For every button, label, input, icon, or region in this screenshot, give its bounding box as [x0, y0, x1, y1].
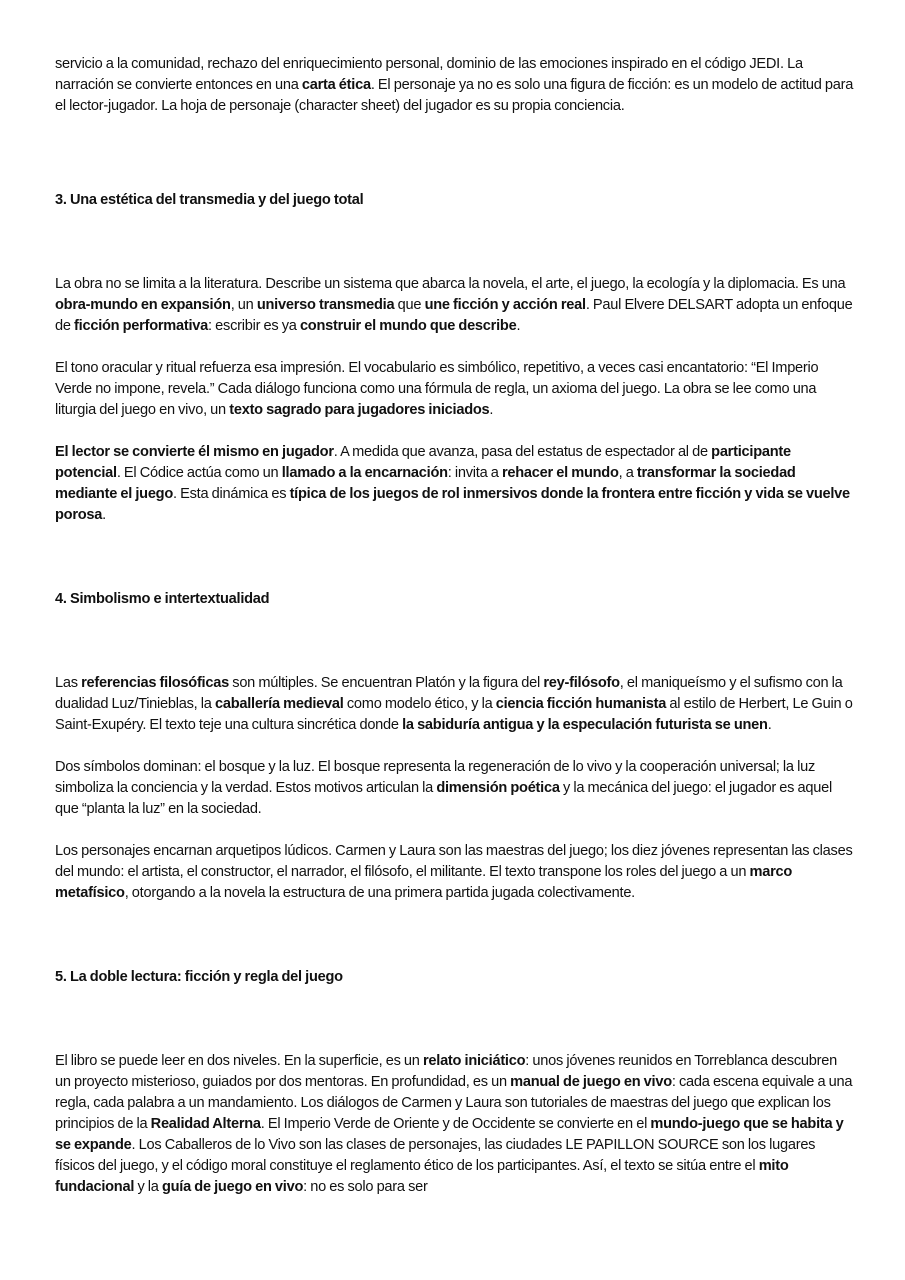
bold-text-run: rehacer el mundo: [501, 465, 619, 481]
bold-text-run: la sabiduría antigua y la especulación futurista se unen: [402, 717, 768, 733]
bold-text-run: ciencia ficción humanista: [495, 696, 667, 712]
bold-text-run: mito fundacional: [55, 1158, 789, 1195]
bold-text-run: carta ética: [301, 77, 371, 93]
spacer: [55, 610, 855, 673]
text-run: y la mecánica del juego: el jugador es aquel que “planta la luz” en la sociedad.: [55, 780, 832, 817]
bold-text-run: mundo-juego que se habita y se expande: [55, 1116, 844, 1153]
text-run: .: [767, 717, 772, 733]
bold-text-run: construir el mundo que describe: [299, 318, 517, 334]
text-run: Las: [55, 675, 82, 691]
text-run: . A medida que avanza, pasa del estatus de espectador al de: [333, 444, 712, 460]
paragraph: [55, 274, 855, 337]
bold-text-run: dimensión poética: [436, 780, 560, 796]
text-run: .: [516, 318, 521, 334]
section-heading-3: 3. Una estética del transmedia y del juego total: [55, 192, 364, 208]
section-heading-5: 5. La doble lectura: ficción y regla del juego: [55, 969, 343, 985]
text-run: servicio a la comunidad, rechazo del enriquecimiento personal, dominio de las emociones inspirado en el código JEDI. La narración se convierte entonces en una: [55, 56, 803, 93]
spacer: [55, 820, 855, 841]
text-run: . Paul Elvere DELSART adopta un enfoque de: [55, 297, 853, 334]
bold-text-run: transformar la sociedad mediante el juego: [55, 465, 796, 502]
bold-text-run: llamado a la encarnación: [281, 465, 448, 481]
text-run: . Los Caballeros de lo Vivo son las clases de personajes, las ciudades LE PAPILLON SOURCE son los lugares físicos del juego, y el código moral constituye el reglamento ético de los participantes. Así, el texto se sitúa entre el: [55, 1137, 816, 1174]
text-run: .: [102, 507, 106, 523]
paragraph: [55, 358, 855, 421]
bold-text-run: manual de juego en vivo: [510, 1074, 672, 1090]
text-run: : no es solo para ser: [303, 1179, 428, 1195]
spacer: [55, 736, 855, 757]
bold-text-run: rey-filósofo: [543, 675, 620, 691]
paragraph: [55, 1051, 855, 1198]
paragraph: [55, 673, 855, 736]
bold-text-run: caballería medieval: [214, 696, 344, 712]
bold-text-run: texto sagrado para jugadores iniciados: [229, 402, 490, 418]
bold-text-run: ficción performativa: [74, 318, 209, 334]
text-run: Dos símbolos dominan: el bosque y la luz. El bosque representa la regeneración de lo vivo y la cooperación universal; la luz simboliza la conciencia y la verdad. Estos motivos articulan la: [55, 759, 815, 796]
paragraph: [55, 757, 855, 820]
text-run: : unos jóvenes reunidos en Torreblanca descubren un proyecto misterioso, guiados por dos mentoras. En profundidad, es un: [55, 1053, 837, 1090]
bold-text-run: universo transmedia: [256, 297, 395, 313]
text-run: . Esta dinámica es: [173, 486, 290, 502]
text-run: El libro se puede leer en dos niveles. En la superficie, es un: [55, 1053, 423, 1069]
bold-text-run: relato iniciático: [422, 1053, 526, 1069]
spacer: [55, 988, 855, 1051]
bold-text-run: obra-mundo en expansión: [55, 297, 231, 313]
text-run: : escribir es ya: [208, 318, 300, 334]
spacer: [55, 117, 855, 190]
text-run: . El Imperio Verde de Oriente y de Occidente se convierte en el: [260, 1116, 651, 1132]
bold-text-run: guía de juego en vivo: [161, 1179, 304, 1195]
paragraph: [55, 841, 855, 904]
bold-text-run: participante potencial: [55, 444, 791, 481]
text-run: como modelo ético, y la: [343, 696, 496, 712]
section-heading-4: 4. Simbolismo e intertextualidad: [55, 591, 270, 607]
text-run: La obra no se limita a la literatura. Describe un sistema que abarca la novela, el arte, el juego, la ecología y la diplomacia. Es una: [55, 276, 846, 292]
spacer: [55, 421, 855, 442]
document-page: [55, 54, 855, 1198]
text-run: .: [489, 402, 494, 418]
text-run: : invita a: [447, 465, 502, 481]
text-run: son múltiples. Se encuentran Platón y la figura del: [228, 675, 544, 691]
bold-text-run: El lector se convierte él mismo en jugador: [55, 444, 334, 460]
text-run: y la: [134, 1179, 162, 1195]
text-run: : cada escena equivale a una regla, cada palabra a un mandamiento. Los diálogos de Carmen y Laura son tutoriales de maestras del juego que explican los principios de la: [55, 1074, 853, 1132]
paragraph: [55, 442, 855, 526]
bold-text-run: marco metafísico: [55, 864, 793, 901]
text-run: Los personajes encarnan arquetipos lúdicos. Carmen y Laura son las maestras del juego; los diez jóvenes representan las clases del mundo: el artista, el constructor, el narrador, el filósofo, el militante. El texto transpone los roles del juego a un: [55, 843, 853, 880]
text-run: . El personaje ya no es solo una figura de ficción: es un modelo de actitud para el lector-jugador. La hoja de personaje (character sheet) del jugador es su propia conciencia.: [55, 77, 854, 114]
text-run: , el maniqueísmo y el sufismo con la dualidad Luz/Tinieblas, la: [55, 675, 843, 712]
bold-text-run: referencias filosóficas: [81, 675, 229, 691]
text-run: , otorgando a la novela la estructura de una primera partida jugada colectivamente.: [124, 885, 635, 901]
bold-text-run: típica de los juegos de rol inmersivos donde la frontera entre ficción y vida se vuelve porosa: [55, 486, 850, 523]
bold-text-run: une ficción y acción real: [424, 297, 586, 313]
spacer: [55, 904, 855, 967]
spacer: [55, 211, 855, 274]
text-run: . El Códice actúa como un: [116, 465, 282, 481]
text-run: El tono oracular y ritual refuerza esa impresión. El vocabulario es simbólico, repetitivo, a veces casi encantatorio: “El Imperio Verde no impone, revela.” Cada diálogo funciona como una fórmula de regla, un axioma del juego. La obra se lee como una liturgia del juego en vivo, un: [55, 360, 819, 418]
paragraph: [55, 54, 855, 117]
spacer: [55, 526, 855, 589]
spacer: [55, 337, 855, 358]
text-run: , un: [230, 297, 257, 313]
text-run: que: [394, 297, 425, 313]
text-run: , a: [618, 465, 637, 481]
text-run: al estilo de Herbert, Le Guin o Saint-Exupéry. El texto teje una cultura sincrética donde: [55, 696, 853, 733]
bold-text-run: Realidad Alterna: [150, 1116, 261, 1132]
